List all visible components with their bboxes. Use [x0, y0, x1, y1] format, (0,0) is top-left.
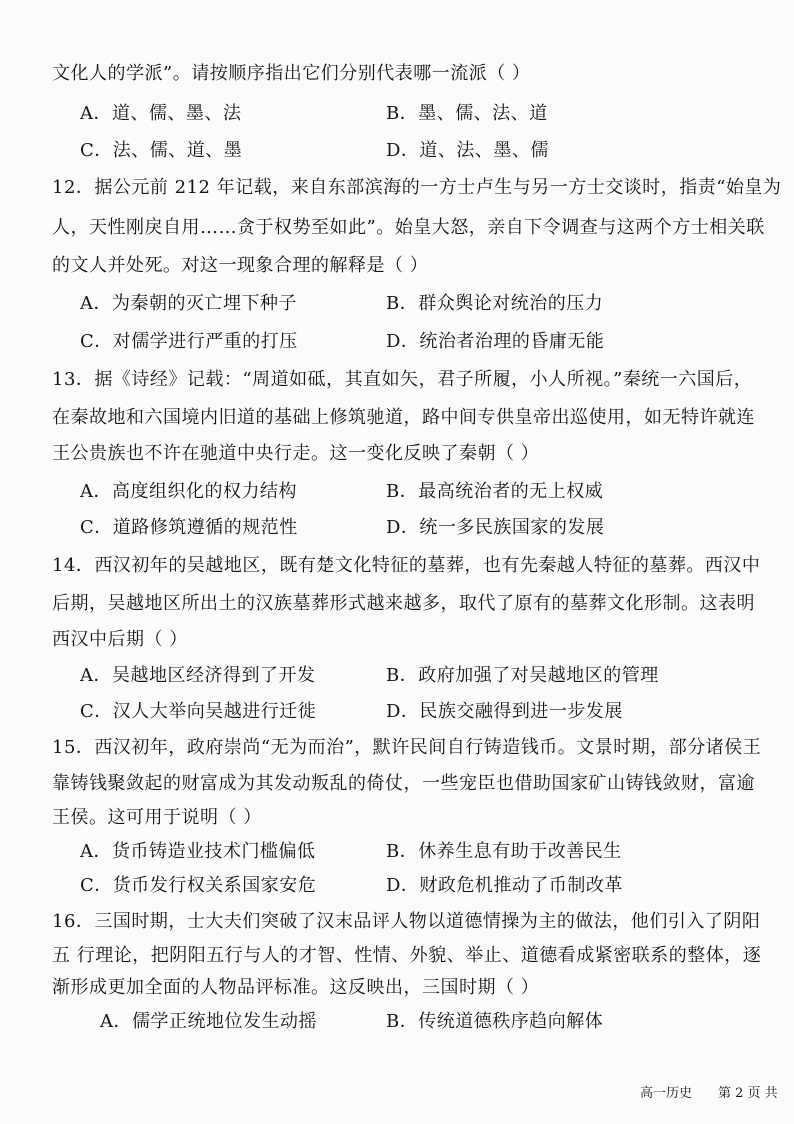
- question-15-option-b: B．休养生息有助于改善民生: [386, 841, 622, 862]
- footer-subject: 高一历史: [640, 1086, 693, 1101]
- question-16-line-3: 渐形成更加全面的人物品评标准。这反映出，三国时期（ ）: [52, 977, 540, 998]
- question-15-line-3: 王侯。这可用于说明（ ）: [52, 807, 262, 828]
- question-13-line-1: 13．据《诗经》记载：“周道如砥，其直如矢，君子所履，小人所视。”秦统一六国后，: [52, 369, 753, 390]
- question-14-option-b: B．政府加强了对吴越地区的管理: [386, 665, 659, 686]
- question-15-option-d: D．财政危机推动了币制改革: [386, 875, 623, 896]
- question-14-option-d: D．民族交融得到进一步发展: [386, 701, 623, 722]
- question-12-line-1: 12．据公元前 212 年记载，来自东部滨海的一方士卢生与另一方士交谈时，指责“始皇为: [52, 177, 782, 198]
- question-16-option-b: B．传统道德秩序趋向解体: [386, 1011, 604, 1032]
- question-13-option-b: B．最高统治者的无上权威: [386, 481, 604, 502]
- question-11-option-d: D．道、法、墨、儒: [386, 140, 549, 161]
- question-14-line-3: 西汉中后期（ ）: [52, 629, 188, 650]
- question-12-line-2: 人，天性刚戾自用……贪于权势至如此”。始皇大怒，亲自下令调查与这两个方士相关联: [52, 217, 765, 238]
- question-16-option-a: A．儒学正统地位发生动摇: [100, 1011, 317, 1032]
- question-12-option-b: B．群众舆论对统治的压力: [386, 293, 604, 314]
- question-12-line-3: 的文人并处死。对这一现象合理的解释是（ ）: [52, 255, 429, 276]
- question-15-option-a: A．货币铸造业技术门槛偏低: [80, 841, 316, 862]
- question-15-line-2: 靠铸钱聚敛起的财富成为其发动叛乱的倚仗，一些宠臣也借助国家矿山铸钱敛财，富逾: [52, 773, 755, 794]
- question-12-option-a: A．为秦朝的灭亡埋下种子: [80, 293, 297, 314]
- question-11-option-a: A．道、儒、墨、法: [80, 103, 242, 124]
- question-11-option-c: C．法、儒、道、墨: [80, 140, 243, 161]
- question-14-option-c: C．汉人大举向吴越进行迁徙: [80, 701, 317, 722]
- question-11-option-b: B．墨、儒、法、道: [386, 103, 548, 124]
- question-15-option-c: C．货币发行权关系国家安危: [80, 875, 317, 896]
- question-12-option-d: D．统治者治理的昏庸无能: [386, 331, 605, 352]
- question-14-line-2: 后期，吴越地区所出土的汉族墓葬形式越来越多，取代了原有的墓葬文化形制。这表明: [52, 593, 755, 614]
- question-13-option-d: D．统一多民族国家的发展: [386, 517, 605, 538]
- question-13-line-3: 王公贵族也不许在驰道中央行走。这一变化反映了秦朝（ ）: [52, 443, 540, 464]
- question-12-option-c: C．对儒学进行严重的打压: [80, 331, 298, 352]
- question-11-tail: 文化人的学派”。请按顺序指出它们分别代表哪一流派（ ）: [52, 63, 531, 84]
- question-15-line-1: 15．西汉初年，政府崇尚“无为而治”，默许民间自行铸造钱币。文景时期，部分诸侯王: [52, 737, 762, 758]
- question-13-option-a: A．高度组织化的权力结构: [80, 481, 297, 502]
- question-13-line-2: 在秦故地和六国境内旧道的基础上修筑驰道，路中间专供皇帝出巡使用，如无特许就连: [52, 407, 755, 428]
- question-16-line-2: 五 行理论，把阴阳五行与人的才智、性情、外貌、举止、道德看成紧密联系的整体，逐: [52, 945, 762, 966]
- question-14-line-1: 14．西汉初年的吴越地区，既有楚文化特征的墓葬，也有先秦越人特征的墓葬。西汉中: [52, 555, 761, 576]
- question-16-line-1: 16．三国时期，士大夫们突破了汉末品评人物以道德情操为主的做法，他们引入了阴阳: [52, 911, 761, 932]
- question-13-option-c: C．道路修筑遵循的规范性: [80, 517, 298, 538]
- question-14-option-a: A．吴越地区经济得到了开发: [80, 665, 316, 686]
- footer-page-number: 第 2 页 共: [718, 1086, 778, 1101]
